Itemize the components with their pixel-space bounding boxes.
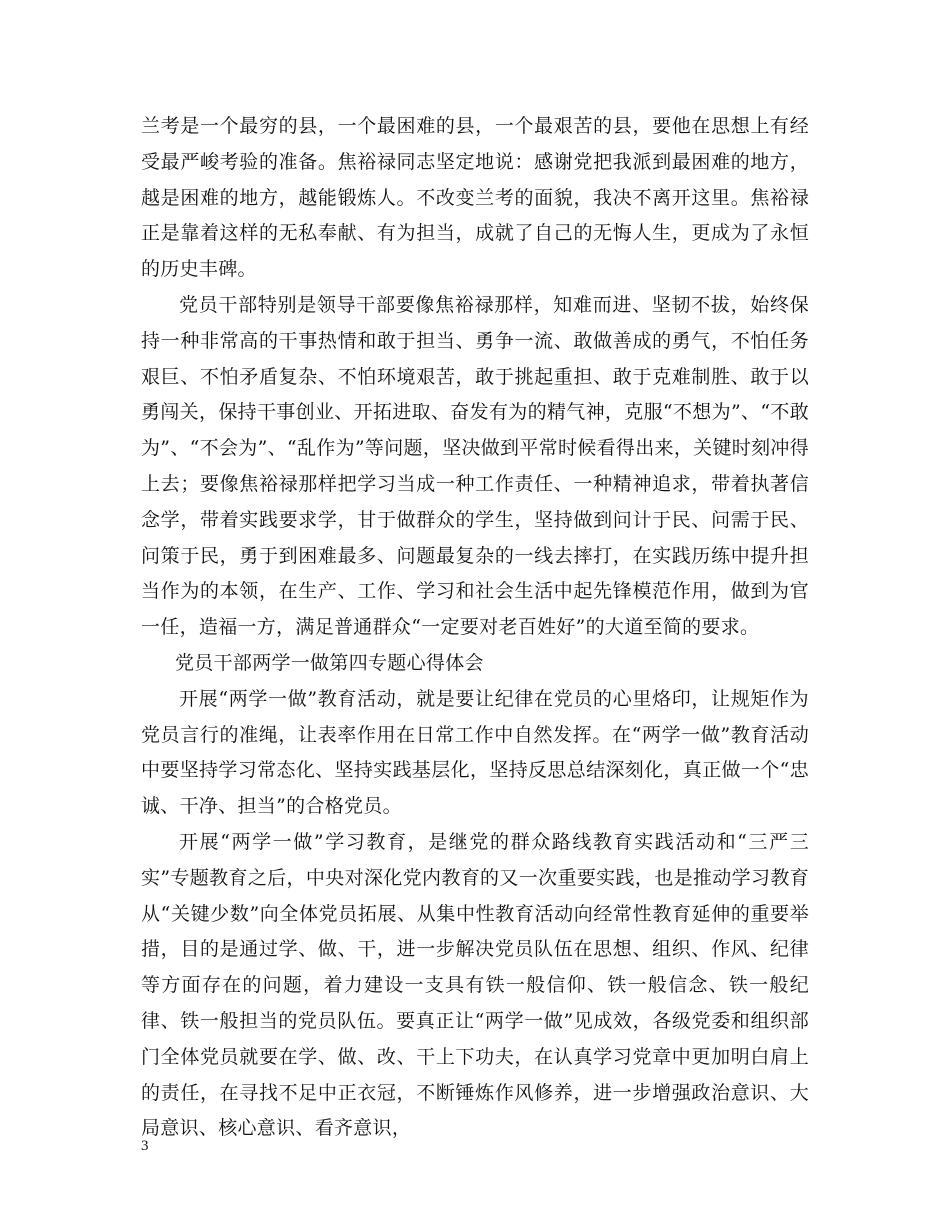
- paragraph-continuation: 兰考是一个最穷的县，一个最困难的县，一个最艰苦的县，要他在思想上有经受最严峻考验的准备。焦裕禄同志坚定地说：感谢党把我派到最困难的地方，越是困难的地方，越能锻炼人。不改变兰考的面貌，我决不离开这里。焦裕禄正是靠着这样的无私奉献、有为担当，成就了自己的无悔人生，更成为了永恒的历史丰碑。: [141, 115, 809, 281]
- section-heading: 党员干部两学一做第四专题心得体会: [175, 651, 484, 674]
- paragraph-learning-education: 开展“两学一做”学习教育，是继党的群众路线教育实践活动和“三严三实”专题教育之后，中央对深化党内教育的又一次重要实践，也是推动学习教育从“关键少数”向全体党员拓展、从集中性教育活动向经常性教育延伸的重要举措，目的是通过学、做、干，进一步解决党员队伍在思想、组织、作风、纪律等方面存在的问题，着力建设一支具有铁一般信仰、铁一般信念、铁一般纪律、铁一般担当的党员队伍。要真正让“两学一做”见成效，各级党委和组织部门全体党员就要在学、做、改、干上下功夫，在认真学习党章中更加明白肩上的责任，在寻找不足中正衣冠，不断锤炼作风修养，进一步增强政治意识、大局意识、核心意识、看齐意识，: [141, 830, 809, 1140]
- page-number: 3: [141, 1138, 149, 1154]
- document-body: [141, 109, 809, 1147]
- paragraph-education-activity: 开展“两学一做”教育活动，就是要让纪律在党员的心里烙印，让规矩作为党员言行的准绳，让表率作用在日常工作中自然发挥。在“两学一做”教育活动中要坚持学习常态化、坚持实践基层化，坚持反思总结深刻化，真正做一个“忠诚、干净、担当”的合格党员。: [141, 687, 809, 818]
- paragraph-leadership-requirements: 党员干部特别是领导干部要像焦裕禄那样，知难而进、坚韧不拔，始终保持一种非常高的干事热情和敢于担当、勇争一流、敢做善成的勇气，不怕任务艰巨、不怕矛盾复杂、不怕环境艰苦，敢于挑起重担、敢于克难制胜、敢于以勇闯关，保持干事创业、开拓进取、奋发有为的精气神，克服“不想为”、“不敢为”、“不会为”、“乱作为”等问题，坚决做到平常时候看得出来，关键时刻冲得上去；要像焦裕禄那样把学习当成一种工作责任、一种精神追求，带着执著信念学，带着实践要求学，甘于做群众的学生，坚持做到问计于民、问需于民、问策于民，勇于到困难最多、问题最复杂的一线去摔打，在实践历练中提升担当作为的本领，在生产、工作、学习和社会生活中起先锋模范作用，做到为官一任，造福一方，满足普通群众“一定要对老百姓好”的大道至简的要求。: [141, 293, 809, 639]
